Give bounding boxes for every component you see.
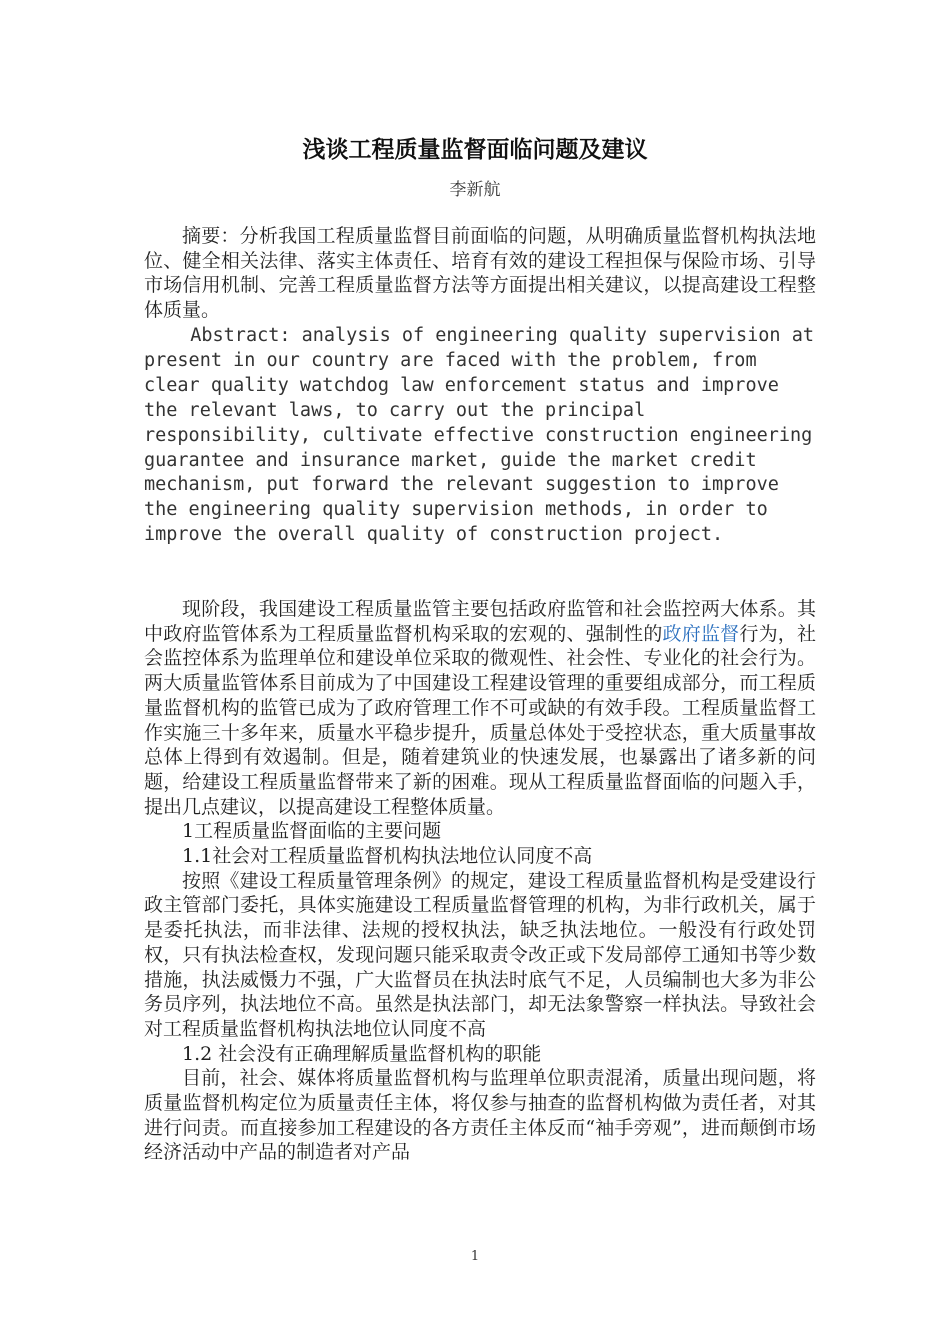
intro-paragraph <box>144 597 816 819</box>
section-1-heading: 1工程质量监督面临的主要问题 <box>182 820 442 843</box>
government-supervision-link[interactable]: 政府监督 <box>662 622 740 645</box>
abstract-chinese <box>144 224 816 323</box>
section-1-2-paragraph: 目前，社会、媒体将质量监督机构与监理单位职责混淆，质量出现问题，将质量监督机构定位为质量责任主体，将仅参与抽查的监督机构做为责任者，对其进行问责。而直接参加工程建设的各方责任主体反而“袖手旁观”，进而颠倒市场经济活动中产品的制造者对产品 <box>144 1067 816 1164</box>
abstract-english-text: Abstract: analysis of engineering quality supervision at present in our country are faced with the problem, from clear quality watchdog law enforcement status and improve the relevant laws, to carry out the principal responsibility, cultivate effective construction engineering guarantee and insurance market, guide the market credit mechanism, put forward the relevant suggestion to improve the engineering quality supervision methods, in order to improve the overall quality of construction project. <box>144 325 814 546</box>
abstract-english <box>144 324 816 548</box>
intro-text-part2: 行为，社会监控体系为监理单位和建设单位采取的微观性、社会性、专业化的社会行为。两大质量监管体系目前成为了中国建设工程建设管理的重要组成部分，而工程质量监督机构的监管已成为了政府管理工作不可或缺的有效手段。工程质量监督工作实施三十多年来，质量水平稳步提升，质量总体处于受控状态，重大质量事故总体上得到有效遏制。但是，随着建筑业的快速发展，也暴露出了诸多新的问题，给建设工程质量监督带来了新的困难。现从工程质量监督面临的问题入手，提出几点建议，以提高建设工程整体质量。 <box>144 622 816 818</box>
section-1-1-heading: 1.1社会对工程质量监督机构执法地位认同度不高 <box>182 845 593 868</box>
page-number: 1 <box>470 1249 480 1264</box>
body-text <box>144 597 816 1165</box>
section-1-1-paragraph: 按照《建设工程质量管理条例》的规定，建设工程质量监督机构是受建设行政主管部门委托，具体实施建设工程质量监督管理的机构，为非行政机关，属于是委托执法，而非法律、法规的授权执法，缺乏执法地位。一般没有行政处罚权，只有执法检查权，发现问题只能采取责令改正或下发局部停工通知书等少数措施，执法威慑力不强，广大监督员在执法时底气不足，人员编制也大多为非公务员序列，执法地位不高。虽然是执法部门，却无法象警察一样执法。导致社会对工程质量监督机构执法地位认同度不高 <box>144 869 816 1040</box>
section-1-2-heading: 1.2 社会没有正确理解质量监督机构的职能 <box>182 1042 542 1065</box>
intro-text-part1: 现阶段，我国建设工程质量监管主要包括政府监管和社会监控两大体系。其中政府监管体系为工程质量监督机构采取的宏观的、强制性的 <box>144 598 816 645</box>
document-title: 浅谈工程质量监督面临问题及建议 <box>302 136 648 163</box>
document-author: 李新航 <box>449 180 501 200</box>
abstract-chinese-text: 摘要：分析我国工程质量监督目前面临的问题，从明确质量监督机构执法地位、健全相关法律、落实主体责任、培育有效的建设工程担保与保险市场、引导市场信用机制、完善工程质量监督方法等方面提出相关建议，以提高建设工程整体质量。 <box>144 225 816 322</box>
